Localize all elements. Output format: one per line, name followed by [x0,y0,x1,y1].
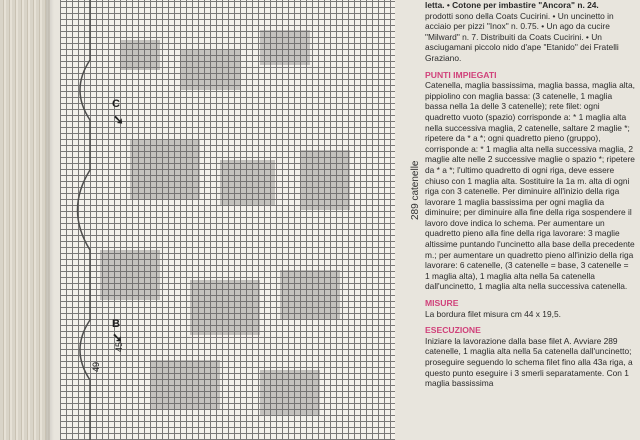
filet-chart [60,0,395,440]
row-label-45: 45 [114,341,124,352]
arrow-icon: ➘ [113,112,124,127]
row-label-49: 49 [91,361,101,372]
motif-block [300,150,350,210]
heading-esecuzione: ESECUZIONE [425,325,481,336]
motif-block [190,280,260,335]
motif-block [280,270,340,320]
motif-block [130,140,200,200]
marker-c: C [112,98,120,110]
marker-b: B [112,318,120,330]
motif-block [260,30,310,65]
motif-block [220,160,275,205]
misure-body: La bordura filet misura cm 44 x 19,5. [425,308,561,319]
motif-block [180,50,240,90]
heading-misure: MISURE [425,298,459,309]
esecuzione-body: Iniziare la lavorazione dalla base filet A. Avviare 289 catenelle, 1 maglia alta nella 5a catenella dall'uncinetto; proseguire seguendo lo schema filet fino alla 43a riga, a questo punto eseguire i 3 smerli separatamente. Con 1 maglia bassissima [425,335,633,389]
intro-line: letta. • Cotone per imbastire "Ancora" n. 24. [425,0,599,10]
instructions-column [425,0,635,440]
page-stack-edges [0,0,50,440]
chart-caption: 289 catenelle [410,160,421,220]
motif-block [150,360,220,410]
motif-block [120,40,160,70]
motif-block [260,370,320,415]
intro-paragraph: prodotti sono della Coats Cucirini. • Un uncinetto in acciaio per pizzi "Inox" n. 0.75. • Un ago da cucire "Milward" n. 7. Distribuiti da Coats Cucirini. • Un asciugamani piccolo nido d'ape "Etanido" dei Fratelli Graziano. [425,10,619,63]
heading-punti-impiegati: PUNTI IMPIEGATI [425,69,497,80]
punti-body: Catenella, maglia bassissima, maglia bassa, maglia alta, pippiolino con maglia bassa: (3 catenelle, 1 maglia bassa nella 1a delle 3 catenelle); rete filet: ogni quadretto vuoto (spazio) corrisponde a: * 1 maglia alta nella successiva maglia, 2 catenelle, saltare 2 maglie *; ripetere da * a *; ogni quadretto pieno (gruppo), corrisponde a: * 1 maglia alta nella successiva maglia, 2 maglie alte nelle 2 successive maglie o spazio *; ripetere da * a *; l'ultimo quadretto di ogni riga, deve essere chiuso con 1 maglia alta. Sostituire la 1a m. alta di ogni riga con 3 catenelle. Per diminuire all'inizio della riga lavorare 1 maglia bassissima per ogni maglia da diminuire; per diminuire alla fine della riga sospendere il lavoro dove indica lo schema. Per aumentare un quadretto pieno alla fine della riga lavorare: 3 maglie altissime puntando l'uncinetto alla base della precedente m.; per aumentare un quadretto pieno all'inizio della riga lavorare: 6 catenelle, (3 catenelle = base, 3 catenelle = 1 maglia alta), 1 maglia alta nella 5a catenella dall'uncinetto, 1 maglia alta nella successiva catenella. [425,80,635,292]
motif-block [100,250,160,300]
filet-chart-motifs [60,0,395,440]
arrow-icon: ➘ [112,330,123,345]
scallop-outline [78,0,91,440]
page-edge-shadow [46,0,54,440]
